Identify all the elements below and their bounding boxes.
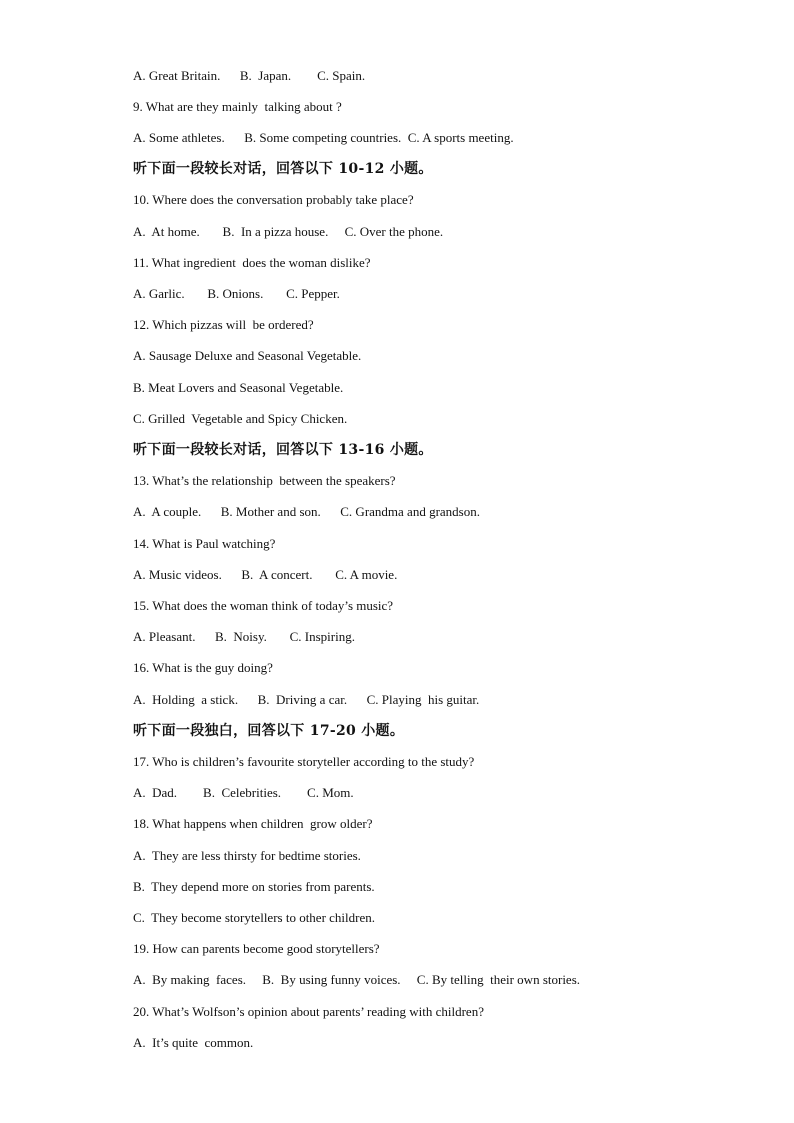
answer-options-q17: A. Dad. B. Celebrities. C. Mom. xyxy=(133,785,354,800)
question-18: 18. What happens when children grow older? xyxy=(133,816,373,831)
answer-options-q15: A. Pleasant. B. Noisy. C. Inspiring. xyxy=(133,629,355,644)
answer-options-q14: A. Music videos. B. A concert. C. A movie. xyxy=(133,567,398,582)
answer-option-q18-b: B. They depend more on stories from parents. xyxy=(133,879,375,894)
answer-option-q18-c: C. They become storytellers to other children. xyxy=(133,910,375,925)
question-20: 20. What’s Wolfson’s opinion about parents’ reading with children? xyxy=(133,1004,484,1019)
question-17: 17. Who is children’s favourite storyteller according to the study? xyxy=(133,754,475,769)
question-15: 15. What does the woman think of today’s music? xyxy=(133,598,394,613)
answer-option-q12-c: C. Grilled Vegetable and Spicy Chicken. xyxy=(133,411,348,426)
answer-options-q16: A. Holding a stick. B. Driving a car. C. Playing his guitar. xyxy=(133,692,480,707)
question-16: 16. What is the guy doing? xyxy=(133,660,273,675)
answer-options-q9: A. Some athletes. B. Some competing countries. C. A sports meeting. xyxy=(133,130,514,145)
answer-option-q12-b: B. Meat Lovers and Seasonal Vegetable. xyxy=(133,380,344,395)
answer-option-q20-a: A. It’s quite common. xyxy=(133,1035,254,1050)
section-heading-10-12: 听下面一段较长对话，回答以下 10-12 小题。 xyxy=(133,161,433,177)
question-19: 19. How can parents become good storytellers? xyxy=(133,941,380,956)
question-11: 11. What ingredient does the woman dislike? xyxy=(133,255,371,270)
answer-options-q13: A. A couple. B. Mother and son. C. Grandma and grandson. xyxy=(133,504,480,519)
answer-options-q19: A. By making faces. B. By using funny voices. C. By telling their own stories. xyxy=(133,972,581,987)
section-heading-13-16: 听下面一段较长对话，回答以下 13-16 小题。 xyxy=(133,442,433,458)
question-13: 13. What’s the relationship between the speakers? xyxy=(133,473,396,488)
question-14: 14. What is Paul watching? xyxy=(133,536,276,551)
answer-options-q10: A. At home. B. In a pizza house. C. Over the phone. xyxy=(133,224,444,239)
section-heading-17-20: 听下面一段独白，回答以下 17-20 小题。 xyxy=(133,723,405,739)
answer-option-q18-a: A. They are less thirsty for bedtime stories. xyxy=(133,848,361,863)
answer-options-q11: A. Garlic. B. Onions. C. Pepper. xyxy=(133,286,340,301)
answer-option-q12-a: A. Sausage Deluxe and Seasonal Vegetable. xyxy=(133,348,362,363)
question-10: 10. Where does the conversation probably take place? xyxy=(133,192,414,207)
question-9: 9. What are they mainly talking about ? xyxy=(133,99,342,114)
answer-options-q8: A. Great Britain. B. Japan. C. Spain. xyxy=(133,68,366,83)
question-12: 12. Which pizzas will be ordered? xyxy=(133,317,314,332)
